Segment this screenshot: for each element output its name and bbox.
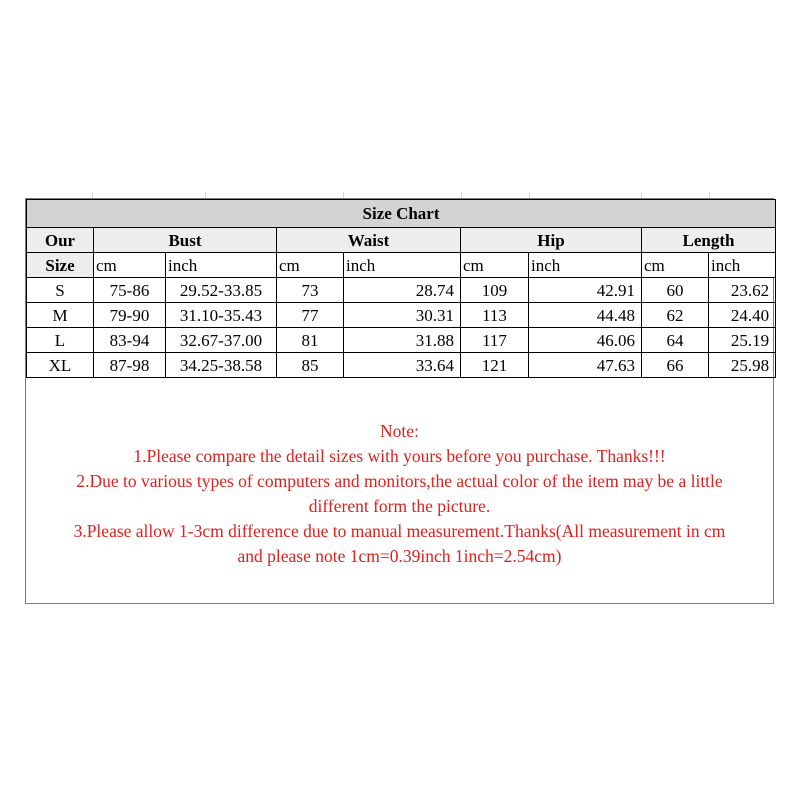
bust-cm-header: cm [94,253,166,278]
size-chart-table [26,199,776,378]
length-cm-cell: 64 [642,328,709,353]
length-cm-cell: 62 [642,303,709,328]
bust-inch-cell: 32.67-37.00 [166,328,277,353]
bust-cm-cell: 87-98 [94,353,166,378]
length-inch-cell: 24.40 [709,303,776,328]
waist-cm-cell: 81 [277,328,344,353]
waist-inch-cell: 33.64 [344,353,461,378]
size-cell: XL [27,353,94,378]
bust-inch-cell: 31.10-35.43 [166,303,277,328]
hip-inch-header: inch [529,253,642,278]
hip-cm-cell: 109 [461,278,529,303]
table-row [27,353,776,378]
hip-inch-cell: 42.91 [529,278,642,303]
length-inch-cell: 25.98 [709,353,776,378]
bust-cm-cell: 79-90 [94,303,166,328]
waist-inch-cell: 31.88 [344,328,461,353]
size-chart-sheet [25,198,774,604]
size-cell: S [27,278,94,303]
bust-header: Bust [94,228,277,253]
waist-inch-cell: 30.31 [344,303,461,328]
waist-cm-header: cm [277,253,344,278]
hip-header: Hip [461,228,642,253]
note-heading: Note: [380,421,419,441]
table-row [27,303,776,328]
bust-cm-cell: 75-86 [94,278,166,303]
bust-cm-cell: 83-94 [94,328,166,353]
hip-cm-header: cm [461,253,529,278]
length-inch-cell: 25.19 [709,328,776,353]
table-row [27,278,776,303]
size-header-bottom: Size [27,253,94,278]
waist-cm-cell: 85 [277,353,344,378]
note-line: and please note 1cm=0.39inch 1inch=2.54cm) [237,546,562,566]
bust-inch-cell: 34.25-38.58 [166,353,277,378]
waist-inch-cell: 28.74 [344,278,461,303]
length-cm-cell: 66 [642,353,709,378]
note-line: different form the picture. [308,496,491,516]
bust-inch-header: inch [166,253,277,278]
hip-cm-cell: 117 [461,328,529,353]
note-line: 1.Please compare the detail sizes with yours before you purchase. Thanks!!! [133,446,666,466]
waist-inch-header: inch [344,253,461,278]
chart-title: Size Chart [27,200,776,228]
size-cell: L [27,328,94,353]
note-line: 3.Please allow 1-3cm difference due to manual measurement.Thanks(All measurement in cm [73,521,726,541]
hip-cm-cell: 121 [461,353,529,378]
notes-block [26,419,773,569]
length-inch-cell: 23.62 [709,278,776,303]
waist-header: Waist [277,228,461,253]
hip-cm-cell: 113 [461,303,529,328]
size-header-top: Our [27,228,94,253]
length-inch-header: inch [709,253,776,278]
hip-inch-cell: 46.06 [529,328,642,353]
waist-cm-cell: 73 [277,278,344,303]
waist-cm-cell: 77 [277,303,344,328]
length-header: Length [642,228,776,253]
length-cm-cell: 60 [642,278,709,303]
bust-inch-cell: 29.52-33.85 [166,278,277,303]
hip-inch-cell: 47.63 [529,353,642,378]
size-cell: M [27,303,94,328]
length-cm-header: cm [642,253,709,278]
table-row [27,328,776,353]
hip-inch-cell: 44.48 [529,303,642,328]
note-line: 2.Due to various types of computers and monitors,the actual color of the item may be a little [76,471,723,491]
